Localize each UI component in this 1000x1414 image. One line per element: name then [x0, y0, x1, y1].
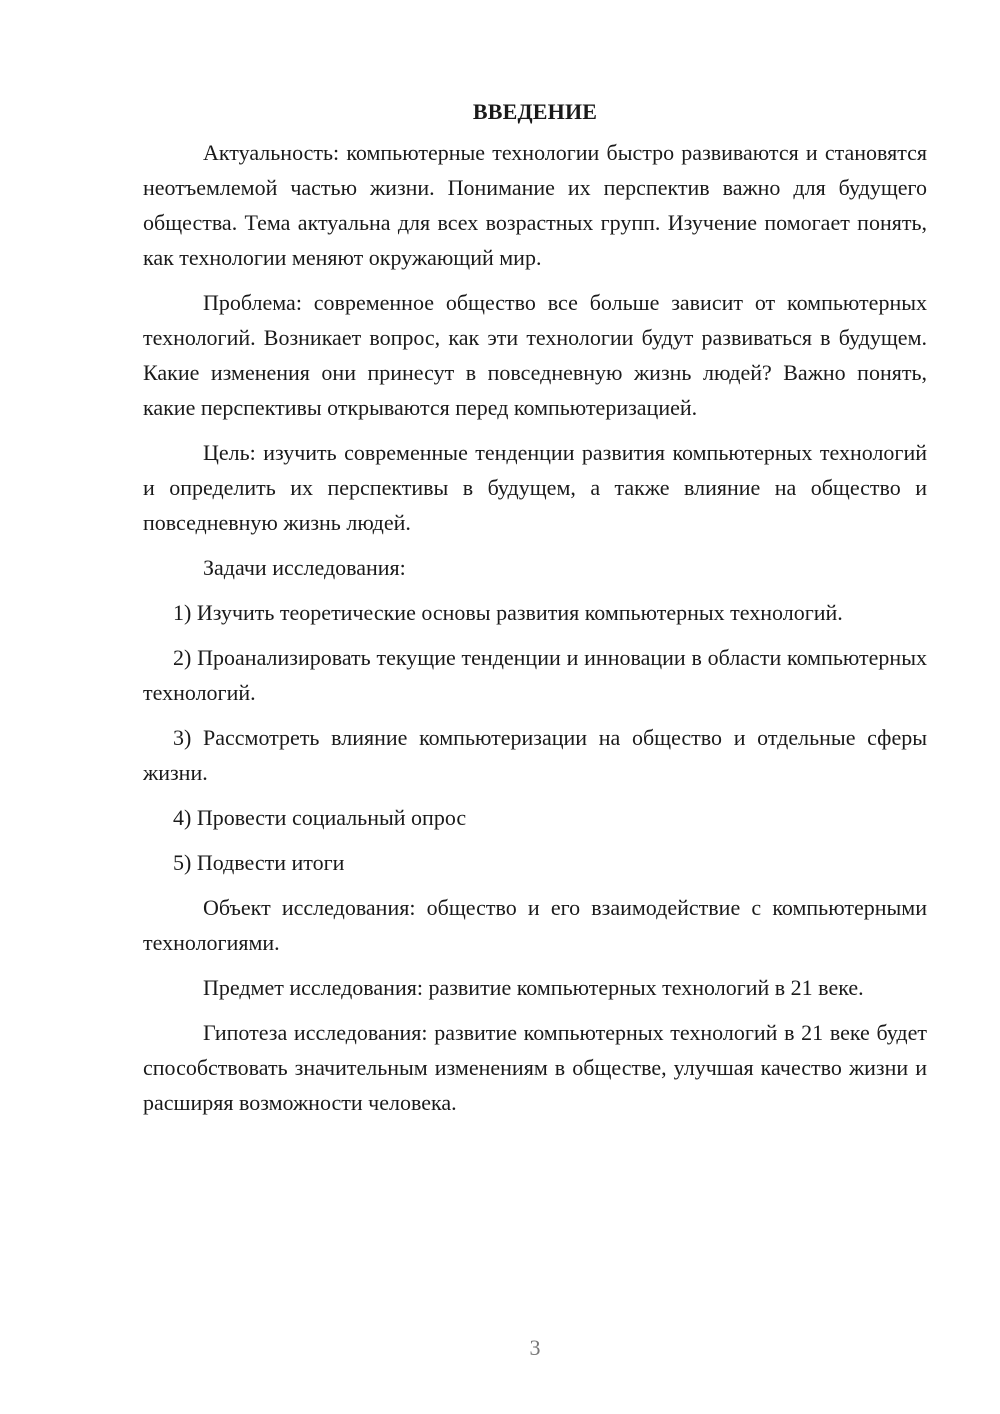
task-item-5: 5) Подвести итоги — [173, 850, 345, 875]
relevance-paragraph: Актуальность: компьютерные технологии быстро развиваются и становятся неотъемлемой частью жизни. Понимание их перспектив важно для будущего общества. Тема актуальна для всех возрастных групп. Изучение помогает понять, как технологии меняют окружающий мир. — [143, 140, 927, 270]
object-paragraph: Объект исследования: общество и его взаимодействие с компьютерными технологиями. — [143, 895, 927, 955]
tasks-title: Задачи исследования: — [203, 555, 406, 580]
task-item-1: 1) Изучить теоретические основы развития компьютерных технологий. — [173, 600, 843, 625]
goal-paragraph: Цель: изучить современные тенденции развития компьютерных технологий и определить их перспективы в будущем, а также влияние на общество и повседневную жизнь людей. — [143, 440, 927, 535]
tasks-list — [143, 595, 927, 880]
hypothesis-paragraph: Гипотеза исследования: развитие компьютерных технологий в 21 веке будет способствовать значительным изменениям в обществе, улучшая качество жизни и расширяя возможности человека. — [143, 1020, 927, 1115]
section-heading: ВВЕДЕНИЕ — [472, 99, 598, 124]
page-number: 3 — [529, 1335, 541, 1360]
document-body — [143, 94, 927, 1130]
task-item-4: 4) Провести социальный опрос — [173, 805, 467, 830]
subject-paragraph: Предмет исследования: развитие компьютерных технологий в 21 веке. — [203, 975, 864, 1000]
task-item-3: 3) Рассмотреть влияние компьютеризации на общество и отдельные сферы жизни. — [143, 725, 927, 785]
problem-paragraph: Проблема: современное общество все больше зависит от компьютерных технологий. Возникает вопрос, как эти технологии будут развиваться в будущем. Какие изменения они принесут в повседневную жизнь людей? Важно понять, какие перспективы открываются перед компьютеризацией. — [143, 290, 927, 420]
task-item-2: 2) Проанализировать текущие тенденции и инновации в области компьютерных технологий. — [143, 645, 927, 705]
